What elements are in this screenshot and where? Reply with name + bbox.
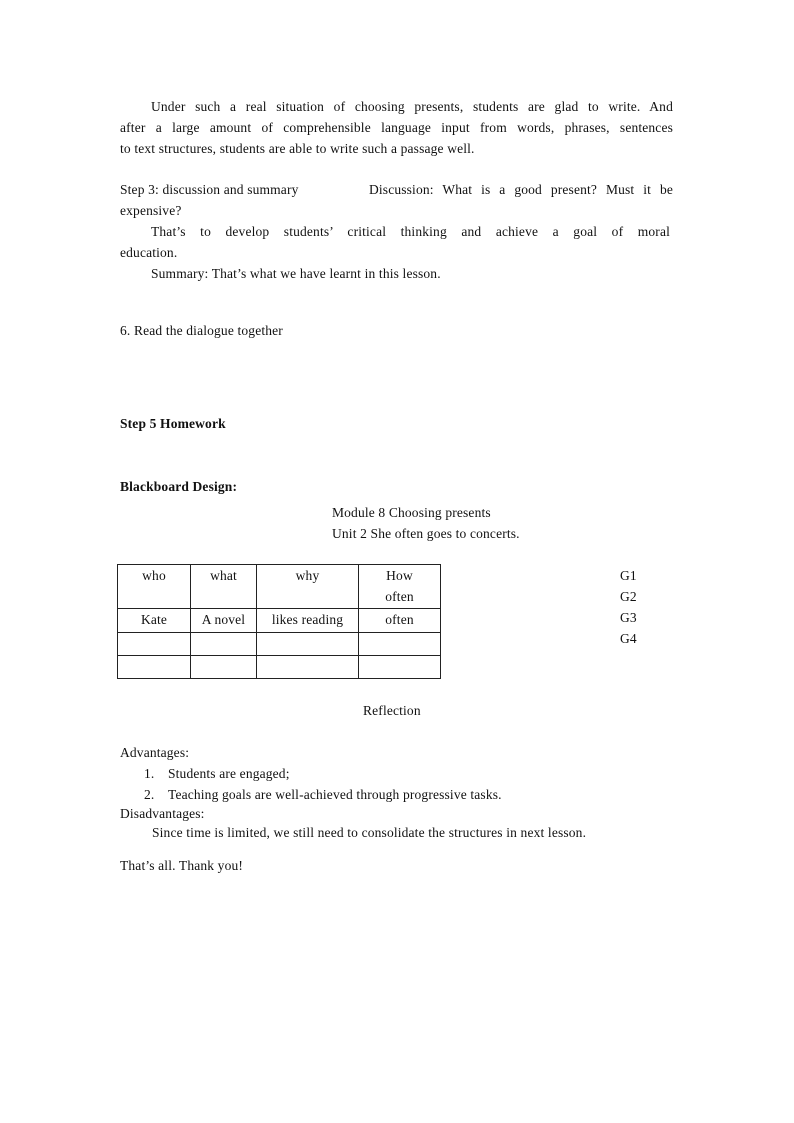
- advantage-text: Students are engaged;: [168, 766, 290, 781]
- step3-line: That’s to develop students’ critical thinking and achieve a goal of moral: [151, 224, 670, 239]
- step3-line: education.: [120, 245, 178, 260]
- summary-text: Summary: That’s what we have learnt in this lesson.: [151, 266, 441, 281]
- paragraph-line: Under such a real situation of choosing presents, students are glad to write. And: [151, 99, 673, 114]
- group-label: G3: [620, 610, 637, 625]
- disadvantages-label: Disadvantages:: [120, 806, 205, 821]
- table-cell: [118, 632, 191, 655]
- table-row: [118, 609, 441, 633]
- advantage-item: [144, 786, 502, 804]
- table-cell: [359, 632, 441, 655]
- table-cell: [257, 632, 359, 655]
- step5-heading: Step 5 Homework: [120, 416, 226, 431]
- paragraph-line: to text structures, students are able to write such a passage well.: [120, 141, 475, 156]
- table-header-row: [118, 565, 441, 609]
- closing-text: That’s all. Thank you!: [120, 858, 244, 873]
- table-cell: Kate: [118, 609, 191, 633]
- disadvantage-text: Since time is limited, we still need to consolidate the structures in next lesson.: [152, 825, 587, 840]
- unit-title: Unit 2 She often goes to concerts.: [332, 526, 520, 541]
- table-cell: often: [359, 609, 441, 633]
- table-cell: [191, 632, 257, 655]
- table-header-cell: why: [257, 565, 359, 609]
- group-label: G4: [620, 631, 637, 646]
- list-number: 1.: [144, 766, 155, 781]
- table-header-cell: what: [191, 565, 257, 609]
- table-row: [118, 655, 441, 678]
- advantage-text: Teaching goals are well-achieved through progressive tasks.: [168, 787, 502, 802]
- item-6: 6. Read the dialogue together: [120, 323, 283, 338]
- table-cell: likes reading: [257, 609, 359, 633]
- reflection-title: Reflection: [363, 703, 421, 718]
- discussion-text: Discussion: What is a good present? Must it be: [369, 182, 673, 197]
- step3-heading: Step 3: discussion and summary: [120, 182, 299, 197]
- table-cell: [118, 655, 191, 678]
- table-cell: A novel: [191, 609, 257, 633]
- blackboard-table: [117, 564, 441, 679]
- table-cell: [359, 655, 441, 678]
- table-row: [118, 632, 441, 655]
- table-cell: [257, 655, 359, 678]
- group-label: G2: [620, 589, 637, 604]
- list-number: 2.: [144, 787, 155, 802]
- group-label: G1: [620, 568, 637, 583]
- advantage-item: [144, 765, 290, 783]
- discussion-continued: expensive?: [120, 203, 182, 218]
- table-cell: [191, 655, 257, 678]
- advantages-label: Advantages:: [120, 745, 190, 760]
- table-header-cell: who: [118, 565, 191, 609]
- paragraph-line: after a large amount of comprehensible language input from words, phrases, sentences: [120, 120, 673, 135]
- module-title: Module 8 Choosing presents: [332, 505, 491, 520]
- table-header-cell: How often: [359, 565, 441, 609]
- blackboard-heading: Blackboard Design:: [120, 479, 238, 494]
